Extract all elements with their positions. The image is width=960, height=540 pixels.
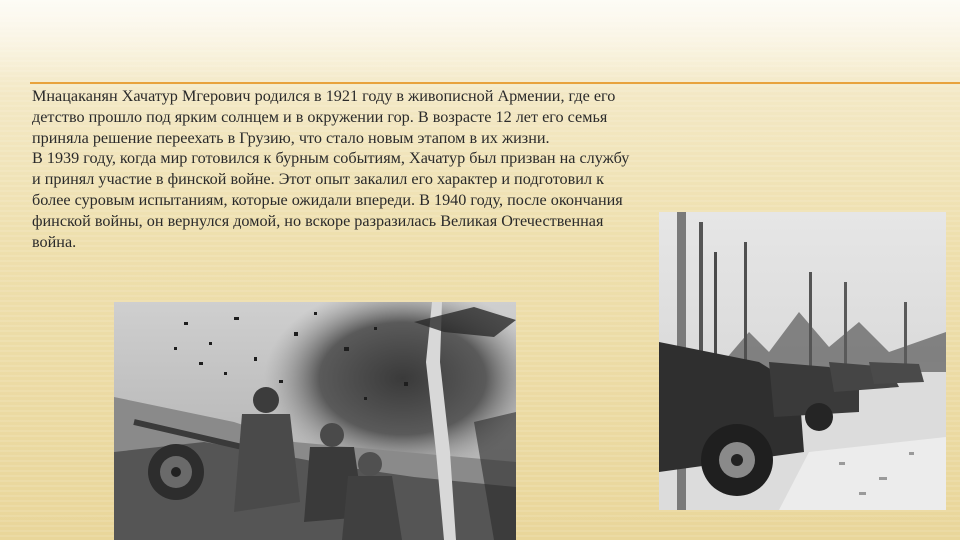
slide-body-text <box>32 86 642 252</box>
paragraph-2: В 1939 году, когда мир готовился к бурным событиям, Хачатур был призван на службу и принял участие в финской войне. Этот опыт закалил его характер и подготовил к более суровым испытаниям, которые ожидали впереди. В 1940 году, после окончания финской войны, он вернулся домой, но вскоре разразилась Великая Отечественная война. <box>32 149 630 251</box>
title-accent-line <box>30 82 960 84</box>
slide-background-glow <box>0 0 960 80</box>
paragraph-1: Мнацаканян Хачатур Мгерович родился в 1921 году в живописной Армении, где его детство прошло под ярким солнцем и в окружении гор. В возрасте 12 лет его семья приняла решение переехать в Грузию, что стало новым этапом в их жизни. <box>32 87 616 147</box>
abandoned-vehicles-photo <box>659 212 946 510</box>
artillery-crew-photo <box>114 302 516 540</box>
